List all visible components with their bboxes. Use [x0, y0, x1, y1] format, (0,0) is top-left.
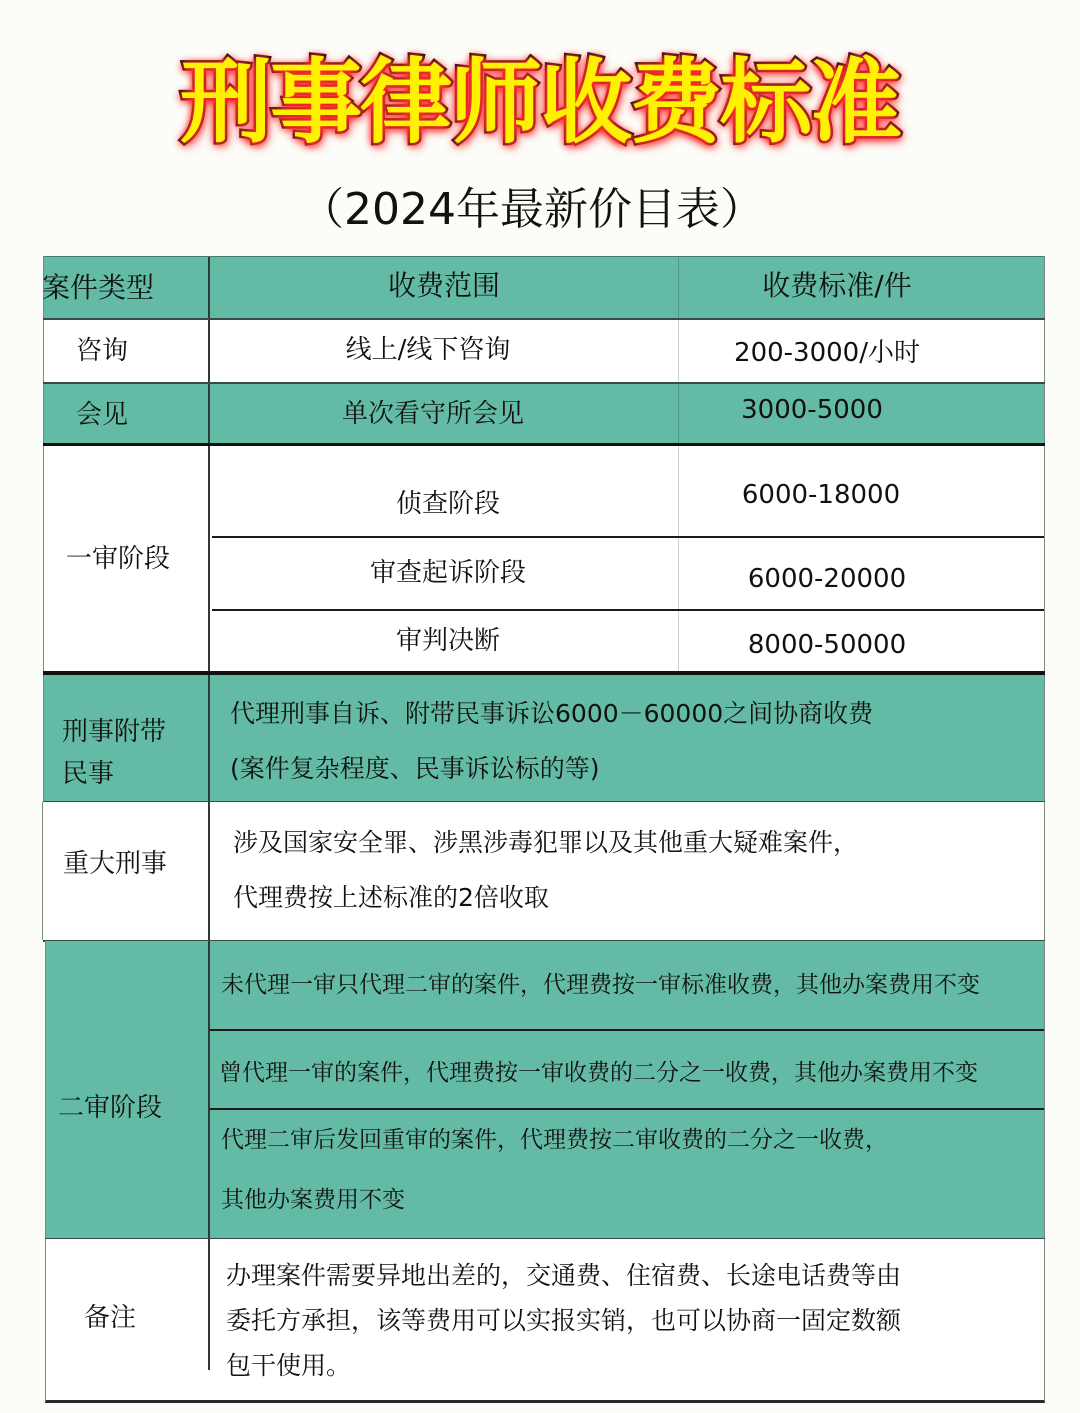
stage-investigation-fee: 6000-18000	[741, 480, 901, 510]
row-desc-line2: (案件复杂程度、民事诉讼标的等)	[230, 754, 600, 783]
page-subtitle: （2024年最新价目表）	[300, 184, 764, 235]
remarks-line3: 包干使用。	[226, 1351, 352, 1380]
row-scope: 单次看守所会见	[341, 399, 524, 429]
table-row-second-instance	[45, 941, 1045, 1238]
remarks-line2: 委托方承担，该等费用可以实报实销，也可以协商一固定数额	[226, 1306, 902, 1335]
row-type: 咨询	[76, 336, 129, 366]
second-instance-item-1: 未代理一审只代理二审的案件，代理费按一审标准收费，其他办案费用不变	[221, 972, 980, 998]
row-fee: 3000-5000	[741, 395, 883, 425]
stage-trial-scope: 审判决断	[395, 626, 500, 656]
table-row-meeting	[43, 382, 1045, 445]
header-fee-standard: 收费标准/件	[762, 269, 912, 302]
row-type: 备注	[84, 1303, 137, 1333]
header-fee-scope: 收费范围	[387, 269, 500, 302]
row-desc-line1: 涉及国家安全罪、涉黑涉毒犯罪以及其他重大疑难案件，	[233, 828, 859, 857]
table-row-major-case	[42, 802, 1045, 940]
row-type: 会见	[76, 400, 129, 430]
second-instance-item-3-line2: 其他办案费用不变	[221, 1187, 405, 1213]
stage-prosecution-review-scope: 审查起诉阶段	[369, 558, 526, 588]
page-title: 刑事律师收费标准	[179, 49, 900, 156]
second-instance-item-2: 曾代理一审的案件，代理费按一审收费的二分之一收费，其他办案费用不变	[219, 1060, 978, 1086]
second-instance-item-3-line1: 代理二审后发回重审的案件，代理费按二审收费的二分之一收费，	[221, 1127, 888, 1153]
table-row-first-instance	[43, 446, 1045, 672]
table-row-remarks	[45, 1239, 1045, 1403]
row-scope: 线上/线下咨询	[345, 335, 511, 365]
row-desc-line2: 代理费按上述标准的2倍收取	[233, 883, 549, 912]
table-row-civil-attached	[43, 675, 1045, 801]
row-fee: 200-3000/小时	[734, 338, 920, 368]
row-type: 二审阶段	[58, 1093, 163, 1123]
row-desc-line1: 代理刑事自诉、附带民事诉讼6000－60000之间协商收费	[230, 699, 874, 728]
table-header-row	[43, 256, 1045, 318]
stage-trial-fee: 8000-50000	[747, 630, 907, 660]
row-type: 一审阶段	[66, 544, 171, 574]
header-case-type: 案件类型	[42, 271, 155, 304]
table-row-consult	[43, 318, 1045, 382]
row-type-line2: 民事	[62, 759, 115, 789]
stage-prosecution-review-fee: 6000-20000	[747, 564, 907, 594]
stage-investigation-scope: 侦查阶段	[395, 489, 500, 519]
remarks-line1: 办理案件需要异地出差的，交通费、住宿费、长途电话费等由	[226, 1261, 902, 1290]
row-type: 重大刑事	[63, 849, 168, 879]
row-type-line1: 刑事附带	[62, 717, 167, 747]
